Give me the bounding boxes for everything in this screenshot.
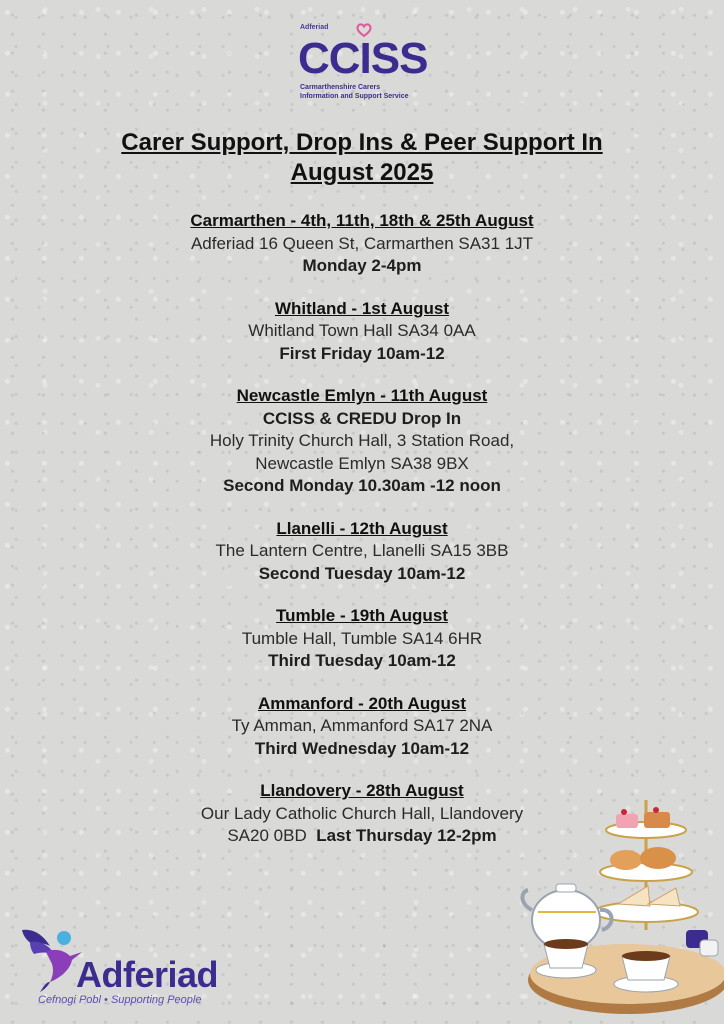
- session-time: Second Tuesday 10am-12: [258, 563, 466, 583]
- session-carmarthen: [0, 210, 724, 278]
- session-time: First Friday 10am-12: [279, 343, 445, 363]
- session-ammanford: [0, 693, 724, 761]
- session-address: Whitland Town Hall SA34 0AA: [248, 321, 476, 340]
- session-time: Third Wednesday 10am-12: [254, 738, 470, 758]
- session-address: The Lantern Centre, Llanelli SA15 3BB: [215, 541, 509, 560]
- logo-tagline-line2: Information and Support Service: [300, 93, 409, 100]
- session-heading: Llanelli - 12th August: [276, 518, 448, 538]
- session-address: Ty Amman, Ammanford SA17 2NA: [231, 716, 493, 735]
- adferiad-logo: [20, 926, 260, 1012]
- session-address-line2: Newcastle Emlyn SA38 9BX: [255, 453, 469, 473]
- page-title: [0, 128, 724, 188]
- session-llanelli: [0, 518, 724, 586]
- adferiad-logo-tagline: Cefnogi Pobl • Supporting People: [38, 994, 202, 1006]
- session-whitland: [0, 298, 724, 366]
- session-newcastle-emlyn: [0, 385, 724, 498]
- session-heading: Tumble - 19th August: [276, 606, 448, 625]
- session-time: Third Tuesday 10am-12: [268, 651, 456, 670]
- session-tumble: [0, 605, 724, 673]
- adferiad-logo-name: Adferiad: [76, 954, 219, 995]
- title-line-2: August 2025: [290, 159, 434, 186]
- session-time: Second Monday 10.30am -12 noon: [223, 476, 501, 495]
- logo-small-brand: Adferiad: [300, 24, 329, 31]
- session-heading: Carmarthen - 4th, 11th, 18th & 25th August: [190, 211, 534, 230]
- session-heading: Newcastle Emlyn - 11th August: [236, 386, 488, 405]
- session-heading: Ammanford - 20th August: [257, 693, 467, 713]
- session-heading: Llandovery - 28th August: [260, 781, 464, 800]
- cciss-logo: [298, 22, 428, 100]
- session-address-line2: SA20 0BD: [227, 826, 307, 845]
- session-address: Tumble Hall, Tumble SA14 6HR: [241, 628, 483, 648]
- title-line-1: Carer Support, Drop Ins & Peer Support In: [121, 129, 603, 156]
- afternoon-tea-illustration: [518, 780, 724, 1024]
- session-time: Last Thursday 12-2pm: [316, 826, 497, 845]
- logo-tagline-line1: Carmarthenshire Carers: [300, 84, 381, 91]
- session-list: [0, 210, 724, 868]
- session-address: Adferiad 16 Queen St, Carmarthen SA31 1JT: [190, 233, 534, 253]
- session-subtitle: CCISS & CREDU Drop In: [262, 408, 462, 428]
- session-time: Monday 2-4pm: [302, 256, 422, 275]
- session-heading: Whitland - 1st August: [274, 298, 450, 318]
- session-address: Our Lady Catholic Church Hall, Llandovery: [200, 803, 524, 823]
- logo-acronym: CCISS: [298, 34, 428, 83]
- session-address-line1: Holy Trinity Church Hall, 3 Station Road,: [209, 431, 515, 450]
